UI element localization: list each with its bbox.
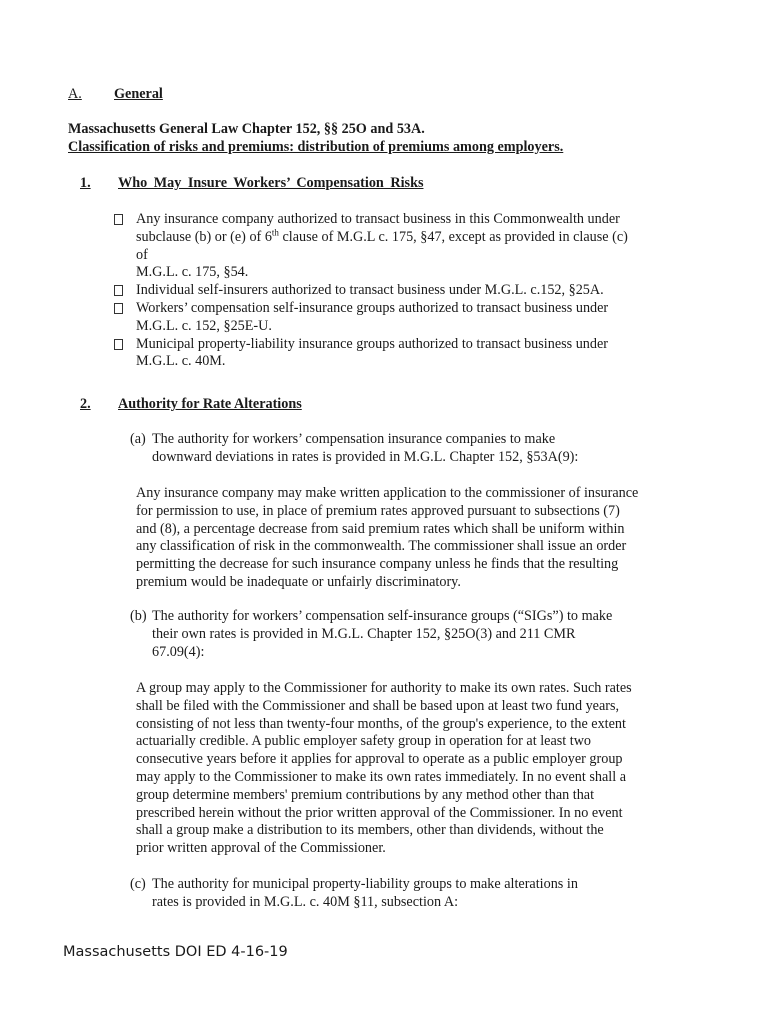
checkbox-bullet-icon xyxy=(114,303,123,314)
section-2-number: 2. xyxy=(80,396,91,412)
checkbox-bullet-icon xyxy=(114,285,123,296)
subsection-b-quote: A group may apply to the Commissioner for authority to make its own rates. Such rates shall be filed with the Commissioner and shall be based upon at least two fund years, consisting of not less than twenty-four months, of the group's experience, to the extent actuarially credible. A public employer safety group in operation for at least two consecutive years before it applies for approval to operate as a public employer group may apply to the Commissioner to make its own rates immediately. In no event shall a group determine members' premium contributions by any method other than that prescribed herein without the prior written approval of the Commissioner. In no event shall a group make a distribution to its members, other than dividends, without the prior written approval of the Commissioner. xyxy=(136,680,632,857)
law-citation xyxy=(68,121,563,157)
subsection-a-quote: Any insurance company may make written application to the commissioner of insurance for permission to use, in place of premium rates approved pursuant to subsections (7) and (8), a percentage decrease from said premium rates which shall be uniform within any classification of risk in the commonwealth. The commissioner shall issue an order permitting the decrease for such insurance company unless he finds that the resulting premium would be inadequate or unfairly discriminatory. xyxy=(136,485,639,590)
section-a-heading xyxy=(68,86,163,104)
section-a-title: General xyxy=(114,86,163,102)
page-footer: Massachusetts DOI ED 4-16-19 xyxy=(63,944,288,960)
section-2-title: Authority for Rate Alterations xyxy=(118,396,302,412)
checkbox-bullet-icon xyxy=(114,339,123,350)
insurer-list xyxy=(114,211,674,371)
section-a-letter: A. xyxy=(68,86,82,102)
checkbox-bullet-icon xyxy=(114,214,123,225)
subsection-b: (b) The authority for workers’ compensation self-insurance groups (“SIGs”) to make their own rates is provided in M.G.L. Chapter 152, §25O(3) and 211 CMR 67.09(4): xyxy=(130,608,613,660)
section-1-title: Who May Insure Workers’ Compensation Risks xyxy=(118,175,424,191)
subsection-c: (c) The authority for municipal property-liability groups to make alterations in rates is provided in M.G.L. c. 40M §11, subsection A: xyxy=(130,876,578,910)
list-item: Municipal property-liability insurance groups authorized to transact business under M.G.L. c. 40M. xyxy=(114,336,674,372)
subsection-a: (a) The authority for workers’ compensation insurance companies to make downward deviations in rates is provided in M.G.L. Chapter 152, §53A(9): xyxy=(130,431,579,465)
law-title: Massachusetts General Law Chapter 152, §§ 25O and 53A. xyxy=(68,121,425,137)
section-1-heading xyxy=(80,175,423,193)
section-2-heading xyxy=(80,396,302,414)
list-item: Any insurance company authorized to transact business in this Commonwealth under subclause (b) or (e) of 6th clause of M.G.L c. 175, §47, except as provided in clause (c) of M.G.L. c. 175, §54. xyxy=(114,211,674,282)
list-item: Workers’ compensation self-insurance groups authorized to transact business under M.G.L. c. 152, §25E-U. xyxy=(114,300,674,336)
list-item: Individual self-insurers authorized to transact business under M.G.L. c.152, §25A. xyxy=(114,282,674,300)
law-subtitle: Classification of risks and premiums: distribution of premiums among employers. xyxy=(68,138,564,155)
section-1-number: 1. xyxy=(80,175,91,191)
